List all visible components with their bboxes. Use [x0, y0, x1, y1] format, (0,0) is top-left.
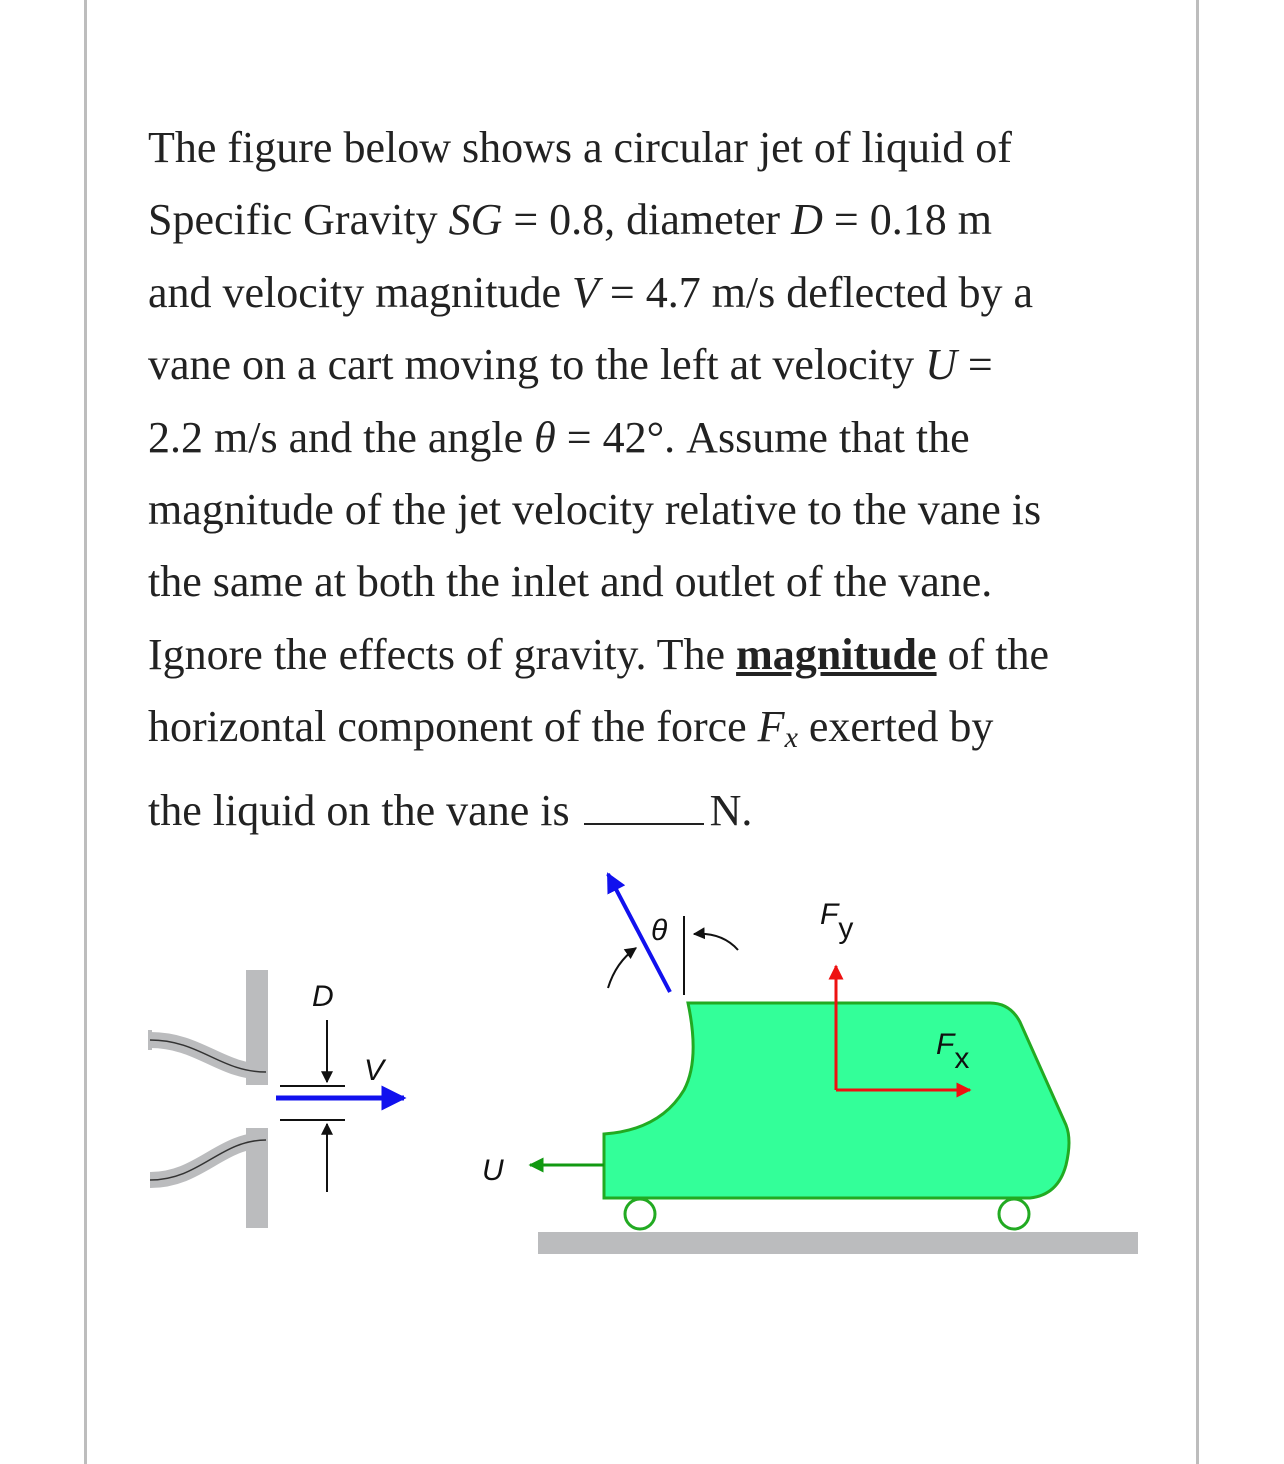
theta-arc-right — [694, 934, 738, 950]
label-V: V — [364, 1054, 385, 1087]
theta-arc-left — [608, 948, 636, 988]
nozzle-upper-plate — [246, 970, 268, 1085]
problem-line-3: and velocity magnitude V = 4.7 m/s deflected by a — [148, 267, 1034, 317]
cart-wheel-right — [999, 1199, 1029, 1229]
label-Fy: Fy — [820, 898, 854, 945]
problem-line-2: Specific Gravity SG = 0.8, diameter D = 0.18 m — [148, 195, 992, 245]
problem-line-7: the same at both the inlet and outlet of the vane. — [148, 557, 993, 607]
cart-wheel-left — [625, 1199, 655, 1229]
problem-line-5: 2.2 m/s and the angle θ = 42°. Assume that the — [148, 412, 970, 462]
problem-line-1: The figure below shows a circular jet of liquid of — [148, 123, 1012, 172]
label-U: U — [482, 1154, 504, 1187]
label-Fx: Fx — [936, 1028, 970, 1075]
ground — [538, 1232, 1138, 1254]
label-theta: θ — [651, 914, 668, 947]
problem-line-9: horizontal component of the force $F_x$ exerted by — [148, 702, 994, 755]
problem-line-8: Ignore the effects of gravity. The magnitude of the — [148, 629, 1049, 679]
problem-line-6: magnitude of the jet velocity relative to the vane is — [148, 485, 1042, 535]
emphasis-magnitude: magnitude — [736, 629, 937, 679]
problem-line-4: vane on a cart moving to the left at velocity U = — [148, 340, 993, 390]
problem-line-10: the liquid on the vane is N. — [148, 775, 1148, 847]
nozzle-lower-plate — [246, 1128, 268, 1228]
label-D: D — [312, 980, 334, 1013]
nozzle — [150, 970, 268, 1228]
